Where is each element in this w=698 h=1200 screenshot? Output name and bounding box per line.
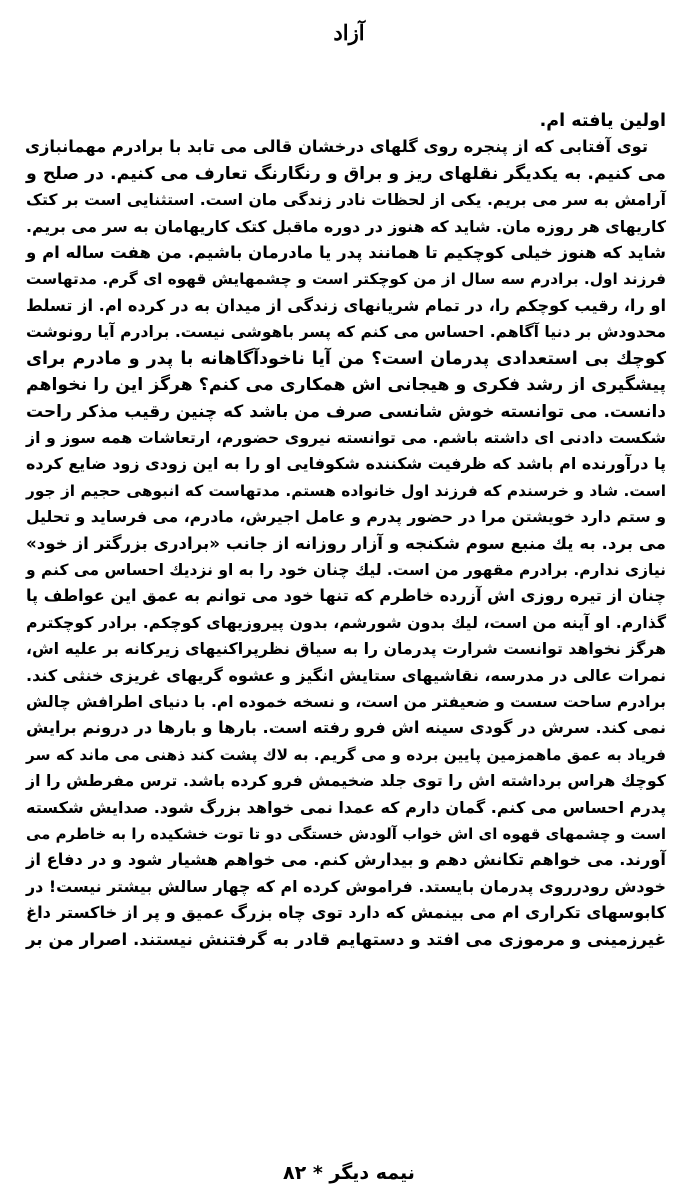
text-line: غیرزمینی و مرموزی می افتد و دستهایم قادر به گرفتنش نیستند. اصرار من بر xyxy=(26,929,666,949)
text-line: دانست. می توانسته خوش شانسی صرف من باشد که چنین رقیب مذکر راحت xyxy=(26,401,666,422)
text-line: آرامش به سر می بریم. یکی از لحظات نادر زندگی مان است. استثنایی است بر کتک xyxy=(26,190,666,210)
text-line: آورند. می خواهم تکانش دهم و بیدارش کنم. می خواهم هشیار شود و در دفاع از xyxy=(26,850,666,870)
text-line: پا درآورنده ام باشد که ظرفیت شکننده شکوفایی او را به این زودی زود ضایع کرده xyxy=(26,454,666,474)
text-line: است و چشمهای قهوه ای اش خواب آلودش خستگی دو تا توت خشکیده را به خاطرم می xyxy=(26,824,666,843)
text-line: شاید که هنوز خیلی کوچکیم تا همانند پدر یا مادرمان باشیم. من هفت ساله ام و xyxy=(26,243,666,263)
text-line: خودش رودرروی پدرمان بایستد. فراموش کرده ام که چهار سالش بیشتر نیست! در xyxy=(26,876,666,896)
text-line: او را، رقیب کوچکم را، در تمام شریانهای زندگی از میدان به در کرده ام. از تسلط xyxy=(26,295,666,315)
text-line: کابوسهای تکراری ام می بینمش که دارد توی چاه بزرگ عمیق و پر از خاکستر داغ xyxy=(26,903,666,923)
text-line: است. شاد و خرسندم که فرزند اول خانواده هستم. مدتهاست که انبوهی حجیم از جور xyxy=(26,481,666,500)
text-line: کوچك بی استعدادی پدرمان است؟ من آیا ناخودآگاهانه با پدر و مادرم برای xyxy=(26,348,666,369)
text-line: فرزند اول. برادرم سه سال از من کوچکتر است و چشمهایش قهوه ای گرم. مدتهاست xyxy=(25,270,666,289)
text-line: فریاد به عمق ماهمزمین پایین برده و می گریم. به لاك پشت کند ذهنی می ماند که سر xyxy=(26,745,666,764)
text-line: پیشگیری از رشد فکری و هیجانی اش همکاری می کنم؟ هرگز این را نخواهم xyxy=(26,375,666,396)
text-line: کوچك هراس برداشته اش را توی جلد ضخیمش فرو کرده باشد. ترس مفرطش را از xyxy=(26,771,666,791)
text-line: می برد. به یك منبع سوم شکنجه و آزار روزانه از جانب «برادری بزرگتر از خود» xyxy=(26,533,666,553)
text-line: و ستم دارد خویشتن مرا در حضور پدرم و عامل اجیرش، مادرم، می فرساید و تحلیل xyxy=(26,507,666,527)
text-line: محدودش بر دنیا آگاهم. احساس می کنم که پسر باهوشی نیست. برادرم آیا رونوشت xyxy=(26,323,666,342)
page-footer: نیمه دیگر * ۸۲ xyxy=(283,1162,415,1184)
running-head-title: آزاد xyxy=(333,20,365,45)
text-line: هرگز نخواهد توانست شرارت پدرمان را به سیاق نظرپراکنیهای زیرکانه بر علیه اش، xyxy=(26,639,666,659)
text-line: نمی کند. سرش در گودی سینه اش فرو رفته است. بارها و بارها در درونم برایش xyxy=(26,718,666,738)
text-line: پدرم احساس می کنم. گمان دارم که عمدا نمی خواهد بزرگ شود. صدایش شکسته xyxy=(26,797,666,817)
text-line: نیازی ندارم. برادرم مقهور من است. لیك چنان خود را به او نزدیك احساس می کنم و xyxy=(25,560,666,579)
text-line: نمرات عالی در مدرسه، نقاشیهای ستایش انگیز و عشوه گریهای غریزی خنثی کند. xyxy=(26,665,666,685)
text-line: توی آفتابی که از پنجره روی گلهای درخشان قالی می تابد با برادرم مهمانبازی xyxy=(25,137,648,157)
text-line: برادرم ساحت سست و ضعیفتر من است، و نسخه خموده ام. با دنیای اطرافش چالش xyxy=(26,692,666,711)
text-line: اولین یافته ام. xyxy=(539,111,666,131)
text-line: کاریهای هر روزه مان. شاید که هنوز در دوره ماقبل کتک کاریهامان به سر می بریم. xyxy=(26,216,666,236)
text-line: گذارم. او آینه من است، لیك بدون شورشم، بدون پیروزیهای کوچکم. برادر کوچکترم xyxy=(26,612,666,632)
body-text xyxy=(26,108,666,953)
text-line: می کنیم. به یکدیگر نقلهای ریز و براق و رنگارنگ تعارف می کنیم. در صلح و xyxy=(26,163,666,184)
text-line: چنان از تیره روزی اش آزرده خاطرم که تنها خود می توانم به عمق این عواطف پا xyxy=(26,586,666,606)
text-line: شکست دادنی ای داشته باشم. می توانسته نیروی حضورم، ارتعاشات همه سوز و از xyxy=(26,427,666,447)
